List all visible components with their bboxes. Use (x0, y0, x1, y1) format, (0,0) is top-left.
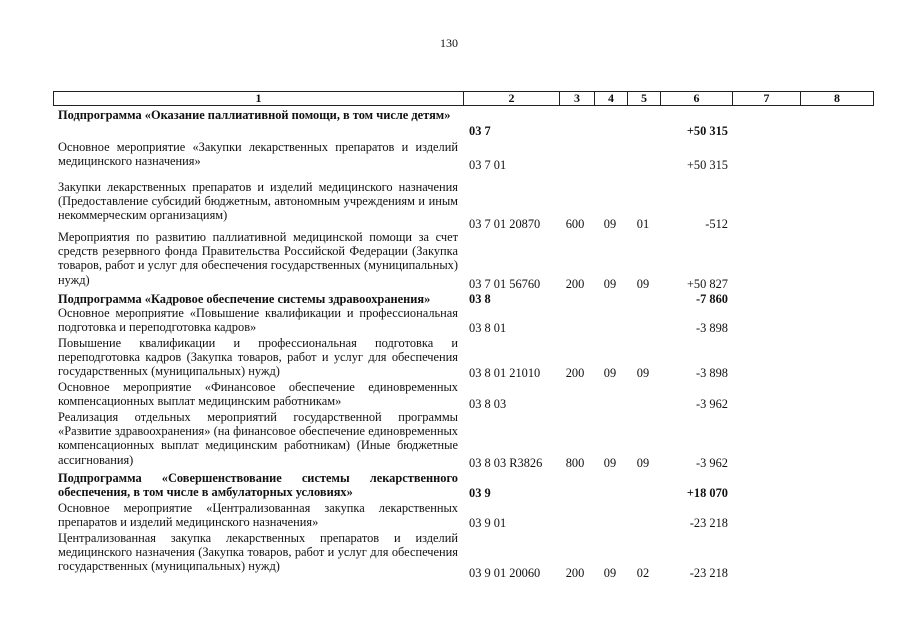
row-description: Подпрограмма «Кадровое обеспечение системы здравоохранения» (58, 292, 431, 306)
header-col-2: 2 (463, 92, 559, 105)
row-sum: +50 315 (686, 124, 728, 138)
row-description: Повышение квалификации и профессиональная подготовка и переподготовка кадров (Закупка товаров, работ и услуг для обеспечения государственных (муниципальных) нужд) (58, 336, 458, 379)
row-vr: 800 (565, 456, 585, 470)
row-rz: 09 (603, 566, 617, 580)
row-sum: +50 315 (686, 158, 728, 172)
row-code: 03 8 03 (469, 397, 507, 411)
row-code: 03 8 (469, 292, 491, 306)
row-pr: 09 (636, 277, 650, 291)
row-description: Подпрограмма «Совершенствование системы лекарственного обеспечения, в том числе в амбулаторных условиях» (58, 471, 458, 500)
row-description: Основное мероприятие «Повышение квалификации и профессиональная подготовка и переподготовка кадров» (58, 306, 458, 335)
row-code: 03 9 01 20060 (469, 566, 541, 580)
header-col-4: 4 (594, 92, 627, 105)
row-code: 03 9 (469, 486, 491, 500)
page-number: 130 (440, 36, 458, 50)
row-sum: -3 898 (695, 366, 728, 380)
header-col-3: 3 (559, 92, 594, 105)
row-code: 03 9 01 (469, 516, 507, 530)
row-vr: 600 (565, 217, 585, 231)
row-vr: 200 (565, 277, 585, 291)
row-vr: 200 (565, 366, 585, 380)
row-pr: 02 (636, 566, 650, 580)
row-sum: +18 070 (686, 486, 728, 500)
row-sum: -3 898 (695, 321, 728, 335)
row-description: Закупки лекарственных препаратов и изделий медицинского назначения (Предоставление субсидий бюджетным, автономным учреждениям и иным некоммерческим организациям) (58, 180, 458, 223)
row-sum: -23 218 (689, 516, 728, 530)
row-code: 03 7 (469, 124, 491, 138)
row-pr: 01 (636, 217, 650, 231)
row-description: Основное мероприятие «Централизованная закупка лекарственных препаратов и изделий медицинского назначения» (58, 501, 458, 530)
row-description: Централизованная закупка лекарственных препаратов и изделий медицинского назначения (Закупка товаров, работ и услуг для обеспечения государственных (муниципальных) нужд) (58, 531, 458, 574)
row-rz: 09 (603, 277, 617, 291)
row-sum: -3 962 (695, 397, 728, 411)
row-description: Реализация отдельных мероприятий государственной программы «Развитие здравоохранения» (на финансовое обеспечение единовременных компенсационных выплат медицинским работникам) (Иные бюджетные ассигнования) (58, 410, 458, 467)
row-sum: +50 827 (686, 277, 728, 291)
row-code: 03 8 03 R3826 (469, 456, 543, 470)
row-description: Основное мероприятие «Закупки лекарственных препаратов и изделий медицинского назначения» (58, 140, 458, 169)
header-col-6: 6 (660, 92, 732, 105)
row-sum: -3 962 (695, 456, 728, 470)
row-rz: 09 (603, 366, 617, 380)
header-col-5: 5 (627, 92, 660, 105)
row-sum: -23 218 (689, 566, 728, 580)
header-col-7: 7 (732, 92, 800, 105)
row-pr: 09 (636, 456, 650, 470)
header-col-1: 1 (255, 91, 262, 105)
row-sum: -7 860 (695, 292, 728, 306)
row-description: Подпрограмма «Оказание паллиативной помощи, в том числе детям» (58, 108, 451, 122)
header-col-8: 8 (800, 92, 873, 105)
row-code: 03 8 01 (469, 321, 507, 335)
row-rz: 09 (603, 456, 617, 470)
row-description: Мероприятия по развитию паллиативной медицинской помощи за счет средств резервного фонда Правительства Российской Федерации (Закупка товаров, работ и услуг для обеспечения государственных (муниципальных) нужд) (58, 230, 458, 287)
row-vr: 200 (565, 566, 585, 580)
row-code: 03 7 01 20870 (469, 217, 541, 231)
row-rz: 09 (603, 217, 617, 231)
row-sum: -512 (705, 217, 728, 231)
row-description: Основное мероприятие «Финансовое обеспечение единовременных компенсационных выплат медицинским работникам» (58, 380, 458, 409)
row-code: 03 8 01 21010 (469, 366, 541, 380)
table-header (53, 91, 874, 106)
row-code: 03 7 01 56760 (469, 277, 541, 291)
row-code: 03 7 01 (469, 158, 507, 172)
row-pr: 09 (636, 366, 650, 380)
